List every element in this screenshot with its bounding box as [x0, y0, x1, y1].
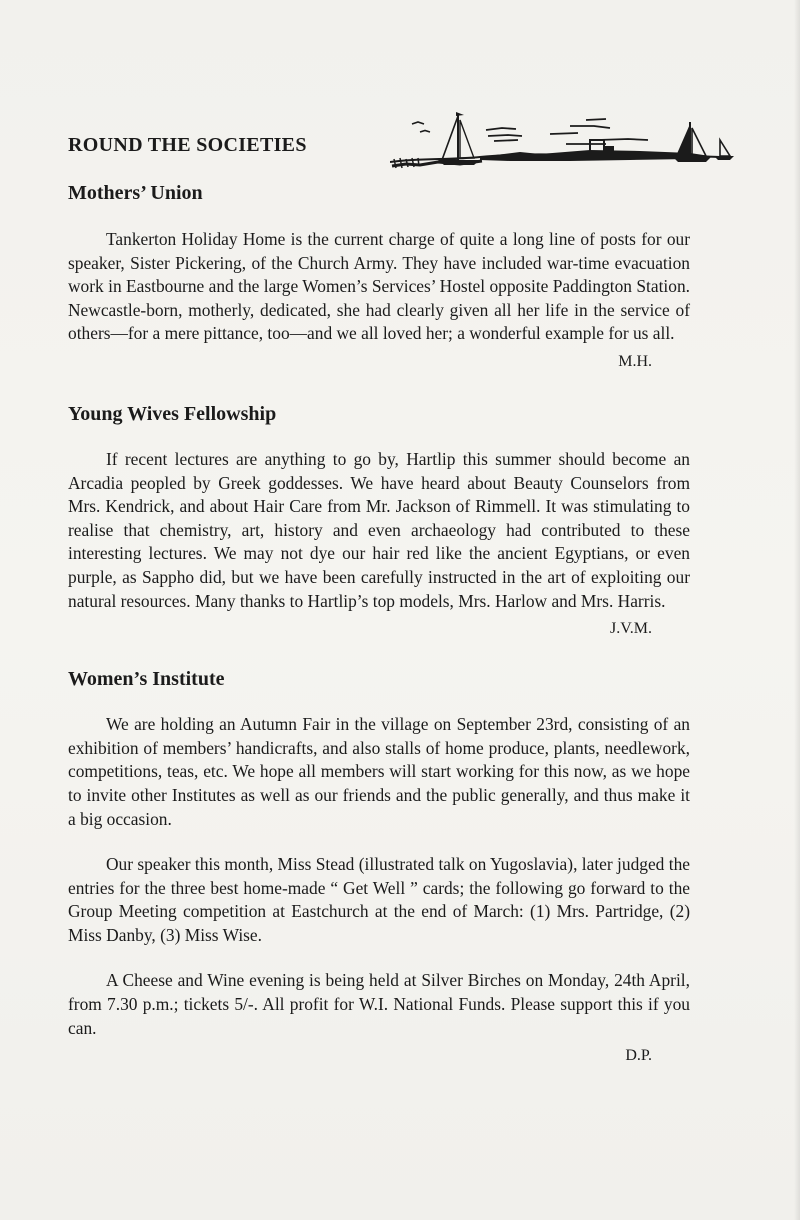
section-signature: D.P. — [625, 1047, 652, 1065]
section-young-wives-fellowship — [68, 403, 690, 638]
page-edge-shadow — [794, 0, 800, 1220]
section-paragraph: Our speaker this month, Miss Stead (illustrated talk on Yugoslavia), later judged the entries for the three best home-made “ Get Well ” cards; the following go forward to the Group Meeting competition at Eastchurch at the end of March: (1) Mrs. Partridge, (2) Miss Danby, (3) Miss Wise. — [68, 854, 690, 945]
section-paragraph: Tankerton Holiday Home is the current charge of quite a long line of posts for our speaker, Sister Pickering, of the Church Army. They have included war-time evacuation work in Eastbourne and the large Women’s Services’ Hostel opposite Paddington Station. Newcastle-born, motherly, dedicated, she had clearly given all her life in the service of others—for a mere pittance, too—and we all loved her; a wonderful example for us all. — [68, 229, 690, 344]
section-heading: Young Wives Fellowship — [68, 402, 277, 425]
section-paragraph: We are holding an Autumn Fair in the village on September 23rd, consisting of an exhibition of members’ handicrafts, and also stalls of home produce, plants, needlework, competitions, teas, etc. We hope all members will start working for this now, as we hope to invite other Institutes as well as our friends and the public generally, and thus make it a big occasion. — [68, 714, 690, 829]
section-signature: M.H. — [618, 352, 652, 370]
section-heading: Women’s Institute — [68, 668, 225, 691]
section-mothers-union — [68, 182, 690, 371]
sailboats-and-steamer-illustration-icon — [390, 110, 740, 184]
page-title: ROUND THE SOCIETIES — [68, 134, 307, 156]
masthead — [68, 128, 690, 172]
section-signature: J.V.M. — [610, 620, 652, 638]
section-paragraph: If recent lectures are anything to go by, Hartlip this summer should become an Arcadia peopled by Greek goddesses. We have heard about Beauty Counselors from Mrs. Kendrick, and about Hair Care from Mr. Jackson of Rimmell. It was stimulating to realise that chemistry, art, history and even archaeology had contributed to these interesting lectures. We may not dye our hair red like the ancient Egyptians, or even purple, as Sappho did, but we have been carefully instructed in the art of exploiting our natural resources. Many thanks to Hartlip’s top models, Mrs. Harlow and Mrs. Harris. — [68, 448, 690, 611]
section-heading: Mothers’ Union — [68, 182, 203, 204]
section-paragraph: A Cheese and Wine evening is being held at Silver Birches on Monday, 24th April, from 7.30 p.m.; tickets 5/-. All profit for W.I. National Funds. Please support this if you can. — [68, 970, 690, 1038]
section-womens-institute — [68, 668, 690, 1065]
newsletter-column — [68, 128, 690, 1065]
